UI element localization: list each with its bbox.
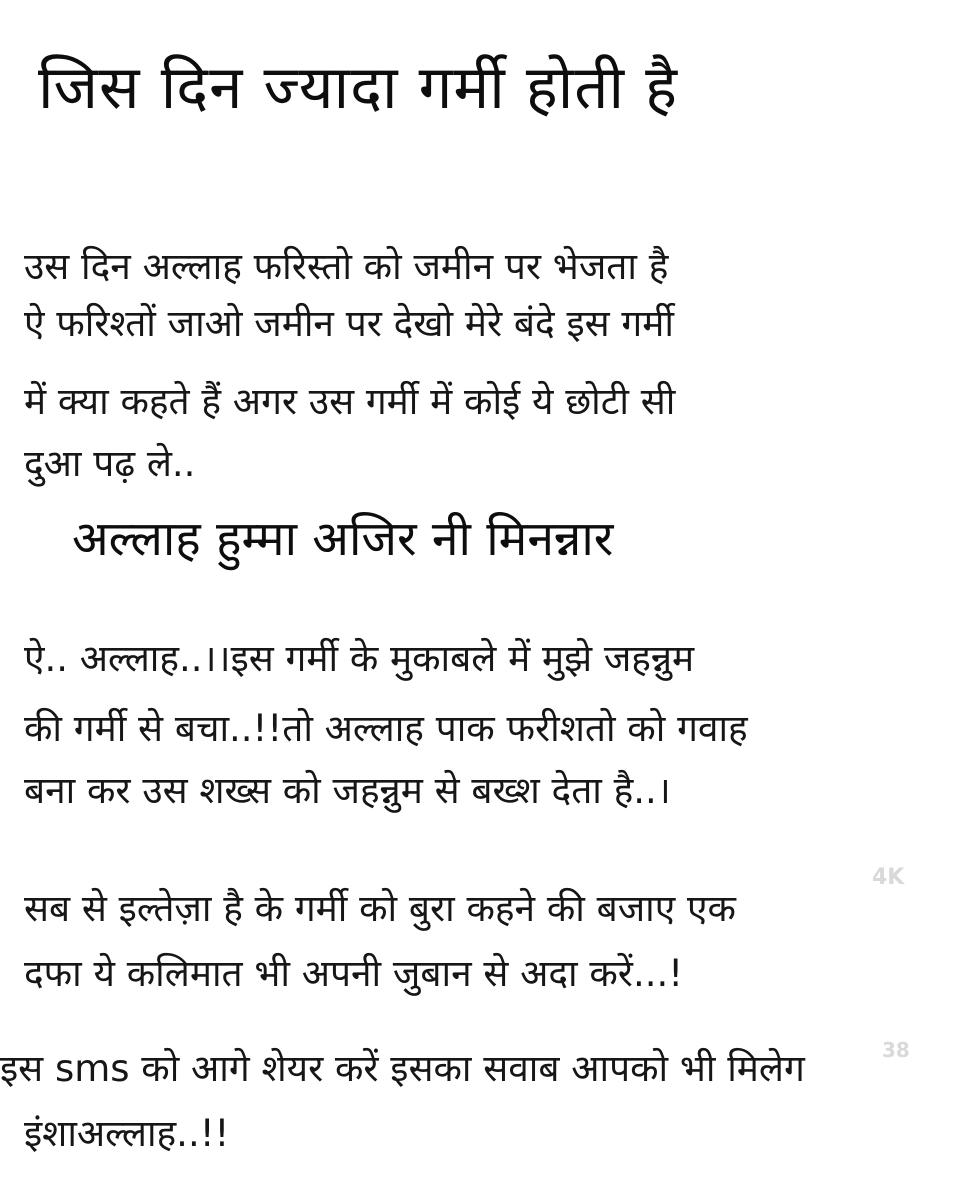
text-line: दुआ पढ़ ले.. (24, 442, 196, 485)
text-line: उस दिन अल्लाह फरिस्तो को जमीन पर भेजता है (24, 245, 669, 288)
text-line: इस sms को आगे शेयर करें इसका सवाब आपको भी मिलेग (0, 1047, 805, 1090)
dua-heading: अल्लाह हुम्मा अजिर नी मिनन्नार (72, 511, 614, 567)
text-line: दफा ये कलिमात भी अपनी जुबान से अदा करें...! (24, 952, 684, 995)
resolution-watermark: 4K (872, 865, 905, 890)
text-line: ऐ.. अल्लाह..।।इस गर्मी के मुकाबले में मुझे जहन्नुम (24, 637, 695, 680)
text-line: में क्या कहते हैं अगर उस गर्मी में कोई ये छोटी सी (24, 380, 676, 423)
text-line: बना कर उस शख्स को जहन्नुम से बख्श देता है..। (24, 769, 671, 812)
counter-watermark: 38 (882, 1038, 910, 1062)
text-line: इंशाअल्लाह..!! (24, 1112, 230, 1155)
page-title: जिस दिन ज्यादा गर्मी होती है (38, 53, 678, 123)
text-line: की गर्मी से बचा..!!तो अल्लाह पाक फरीशतो को गवाह (24, 707, 748, 750)
text-line: सब से इल्तेज़ा है के गर्मी को बुरा कहने की बजाए एक (24, 887, 736, 930)
text-line: ऐ फरिश्तों जाओ जमीन पर देखो मेरे बंदे इस गर्मी (24, 302, 674, 345)
